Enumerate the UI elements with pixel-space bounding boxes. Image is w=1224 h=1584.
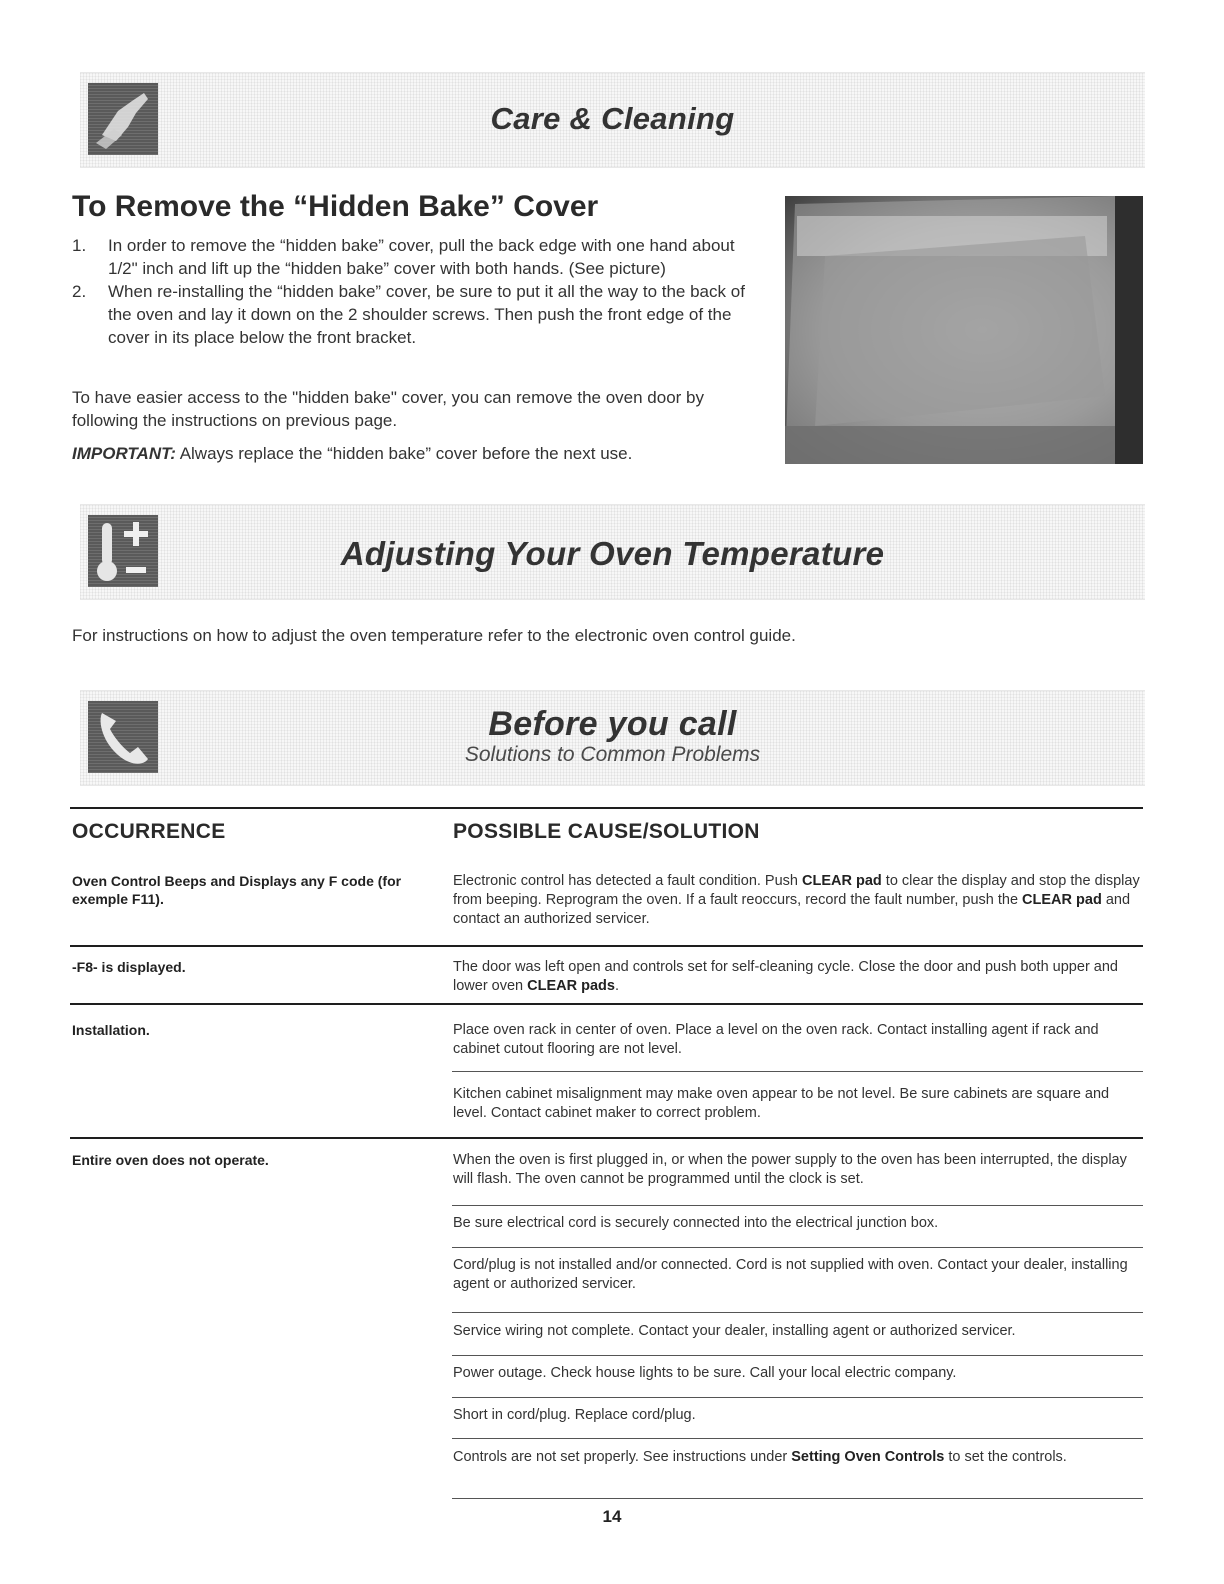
solution-bold: CLEAR pads	[527, 978, 615, 994]
step-text: In order to remove the “hidden bake” cover, pull the back edge with one hand about 1/2" inch and lift up the “hidden bake” cover with both hands. (See picture)	[108, 236, 735, 278]
before-you-call-banner	[80, 690, 1145, 786]
solution-divider	[452, 1397, 1143, 1398]
step-item	[72, 280, 762, 349]
solution-text: Kitchen cabinet misalignment may make oven appear to be not level. Be sure cabinets are square and level. Contact cabinet maker to correct problem.	[453, 1086, 1110, 1121]
important-text: Always replace the “hidden bake” cover before the next use.	[179, 444, 633, 463]
care-cleaning-title: Care & Cleaning	[490, 101, 735, 136]
important-label: IMPORTANT:	[72, 444, 176, 463]
solution-fragment: .	[614, 978, 620, 994]
solution-divider	[452, 1355, 1143, 1356]
solution-fragment: to set the controls.	[944, 1449, 1067, 1465]
solution-divider	[452, 1438, 1143, 1439]
occurrence-fault-code: Oven Control Beeps and Displays any F code (for exemple F11).	[72, 873, 402, 907]
occurrence-oven-not-operate: Entire oven does not operate.	[72, 1152, 269, 1168]
before-you-call-subtitle: Solutions to Common Problems	[464, 743, 761, 766]
solution-divider	[452, 1071, 1143, 1072]
solution-divider	[452, 1247, 1143, 1248]
table-bottom-rule	[452, 1498, 1143, 1499]
step-item	[72, 234, 762, 280]
occurrence-installation: Installation.	[72, 1022, 150, 1038]
solution-fragment: Controls are not set properly. See instructions under	[453, 1449, 792, 1465]
page-number: 14	[602, 1507, 622, 1526]
solution-fragment: and contact an authorized servicer.	[453, 892, 1131, 927]
table-top-rule	[70, 807, 1143, 809]
access-note: To have easier access to the "hidden bake" cover, you can remove the oven door by following the instructions on previous page.	[72, 388, 705, 430]
solution-text: Short in cord/plug. Replace cord/plug.	[453, 1407, 696, 1423]
solution-text: Service wiring not complete. Contact your dealer, installing agent or authorized servicer.	[453, 1323, 1016, 1339]
occurrence-f8: -F8- is displayed.	[72, 959, 186, 975]
solution-fragment: Electronic control has detected a fault condition. Push	[453, 873, 803, 889]
solution-bold: Setting Oven Controls	[791, 1449, 945, 1465]
adjust-temp-title: Adjusting Your Oven Temperature	[340, 535, 885, 572]
hidden-bake-steps	[72, 234, 762, 349]
solution-text: Place oven rack in center of oven. Place a level on the oven rack. Contact installing agent if rack and cabinet cutout flooring are not level.	[453, 1022, 1099, 1057]
solution-divider	[452, 1312, 1143, 1313]
solution-text: Cord/plug is not installed and/or connected. Cord is not supplied with oven. Contact your dealer, installing agent or authorized servicer.	[453, 1257, 1128, 1292]
solution-fragment: The door was left open and controls set for self-cleaning cycle. Close the door and push both upper and lower oven	[453, 959, 1118, 994]
row-rule	[70, 1137, 1143, 1139]
solution-fragment: to clear the display and stop the display from beeping. Reprogram the oven. If a fault reoccurs, record the fault number, push the	[453, 873, 1140, 908]
important-note	[72, 442, 762, 465]
solution-text	[453, 958, 1143, 996]
solution-bold: CLEAR pad	[1022, 892, 1102, 908]
solution-text: Power outage. Check house lights to be sure. Call your local electric company.	[453, 1365, 957, 1381]
solution-text	[453, 1448, 1143, 1467]
solution-bold: CLEAR pad	[802, 873, 882, 889]
solution-text: When the oven is first plugged in, or when the power supply to the oven has been interrupted, the display will flash. The oven cannot be programmed until the clock is set.	[453, 1152, 1127, 1187]
step-number: 2.	[72, 282, 87, 301]
adjust-temp-text: For instructions on how to adjust the oven temperature refer to the electronic oven control guide.	[72, 626, 796, 645]
solution-text	[453, 872, 1143, 929]
occurrence-header: OCCURRENCE	[72, 820, 226, 843]
row-rule	[70, 1003, 1143, 1005]
step-number: 1.	[72, 236, 87, 255]
step-text: When re-installing the “hidden bake” cover, be sure to put it all the way to the back of the oven and lay it down on the 2 shoulder screws. Then push the front edge of the cover in its place below the front bracket.	[108, 282, 745, 347]
hidden-bake-photo	[785, 196, 1143, 464]
adjust-temp-banner	[80, 504, 1145, 600]
before-you-call-title: Before you call	[488, 705, 737, 743]
care-cleaning-banner	[80, 72, 1145, 168]
hidden-bake-heading: To Remove the “Hidden Bake” Cover	[72, 190, 599, 223]
solution-header: POSSIBLE CAUSE/SOLUTION	[453, 820, 760, 843]
row-rule	[70, 945, 1143, 947]
solution-divider	[452, 1205, 1143, 1206]
solution-text: Be sure electrical cord is securely connected into the electrical junction box.	[453, 1215, 939, 1231]
